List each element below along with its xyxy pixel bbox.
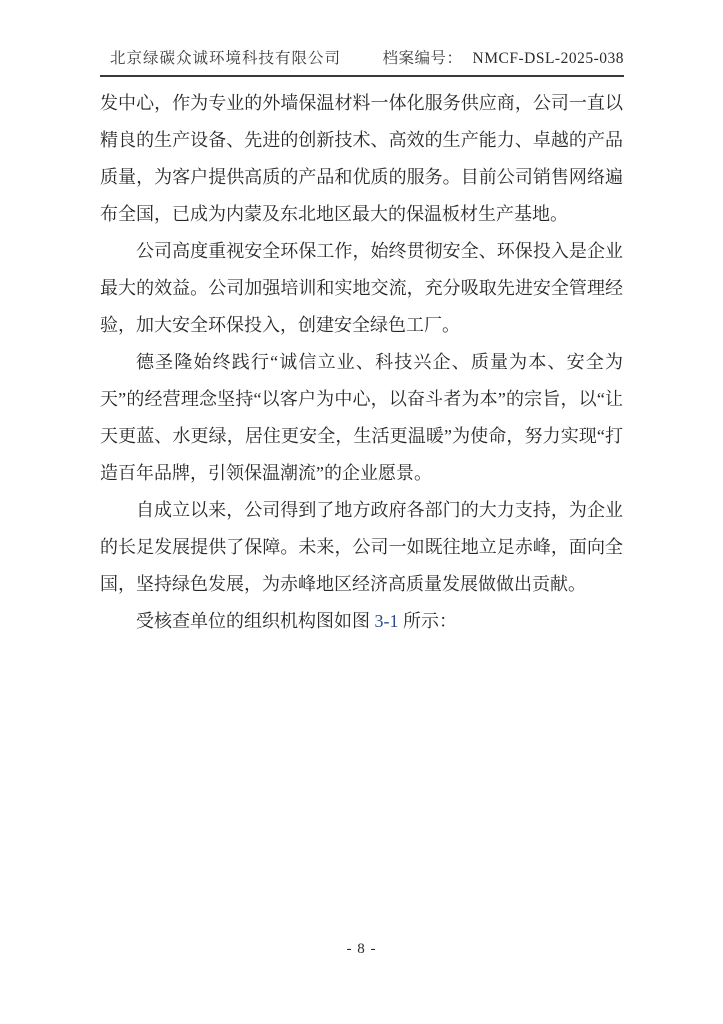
page-number: - 8 - — [346, 941, 377, 957]
figure-reference-link[interactable]: 3-1 — [374, 611, 399, 631]
paragraph-safety-environment: 公司高度重视安全环保工作，始终贯彻安全、环保投入是企业最大的效益。公司加强培训和实地交流，充分吸取先进安全管理经验，加大安全环保投入，创建安全绿色工厂。 — [100, 241, 623, 335]
figure-ref-text-after: 所示： — [398, 611, 457, 631]
header-company-name: 北京绿碳众诚环境科技有限公司 — [110, 50, 342, 67]
header-archive — [383, 46, 624, 68]
document-body — [100, 85, 623, 640]
page-footer — [0, 941, 723, 958]
paragraph-government-support: 自成立以来，公司得到了地方政府各部门的大力支持，为企业的长足发展提供了保障。未来，公司一如既往地立足赤峰，面向全国，坚持绿色发展，为赤峰地区经济高质量发展做做出贡献。 — [100, 500, 623, 594]
paragraph-figure-reference — [100, 603, 623, 640]
page-header — [100, 46, 624, 77]
archive-number-value: NMCF-DSL-2025-038 — [472, 50, 624, 67]
figure-ref-text-before: 受核查单位的组织机构图如图 — [136, 611, 375, 631]
paragraph-continuation: 发中心，作为专业的外墙保温材料一体化服务供应商，公司一直以精良的生产设备、先进的创新技术、高效的生产能力、卓越的产品质量，为客户提供高质的产品和优质的服务。目前公司销售网络遍布全国，已成为内蒙及东北地区最大的保温板材生产基地。 — [100, 93, 623, 224]
archive-number-label: 档案编号： — [382, 50, 463, 67]
paragraph-company-philosophy: 德圣隆始终践行“诚信立业、科技兴企、质量为本、安全为天”的经营理念坚持“以客户为中心，以奋斗者为本”的宗旨，以“让天更蓝、水更绿，居住更安全，生活更温暖”为使命，努力实现“打造百年品牌，引领保温潮流”的企业愿景。 — [100, 352, 623, 483]
